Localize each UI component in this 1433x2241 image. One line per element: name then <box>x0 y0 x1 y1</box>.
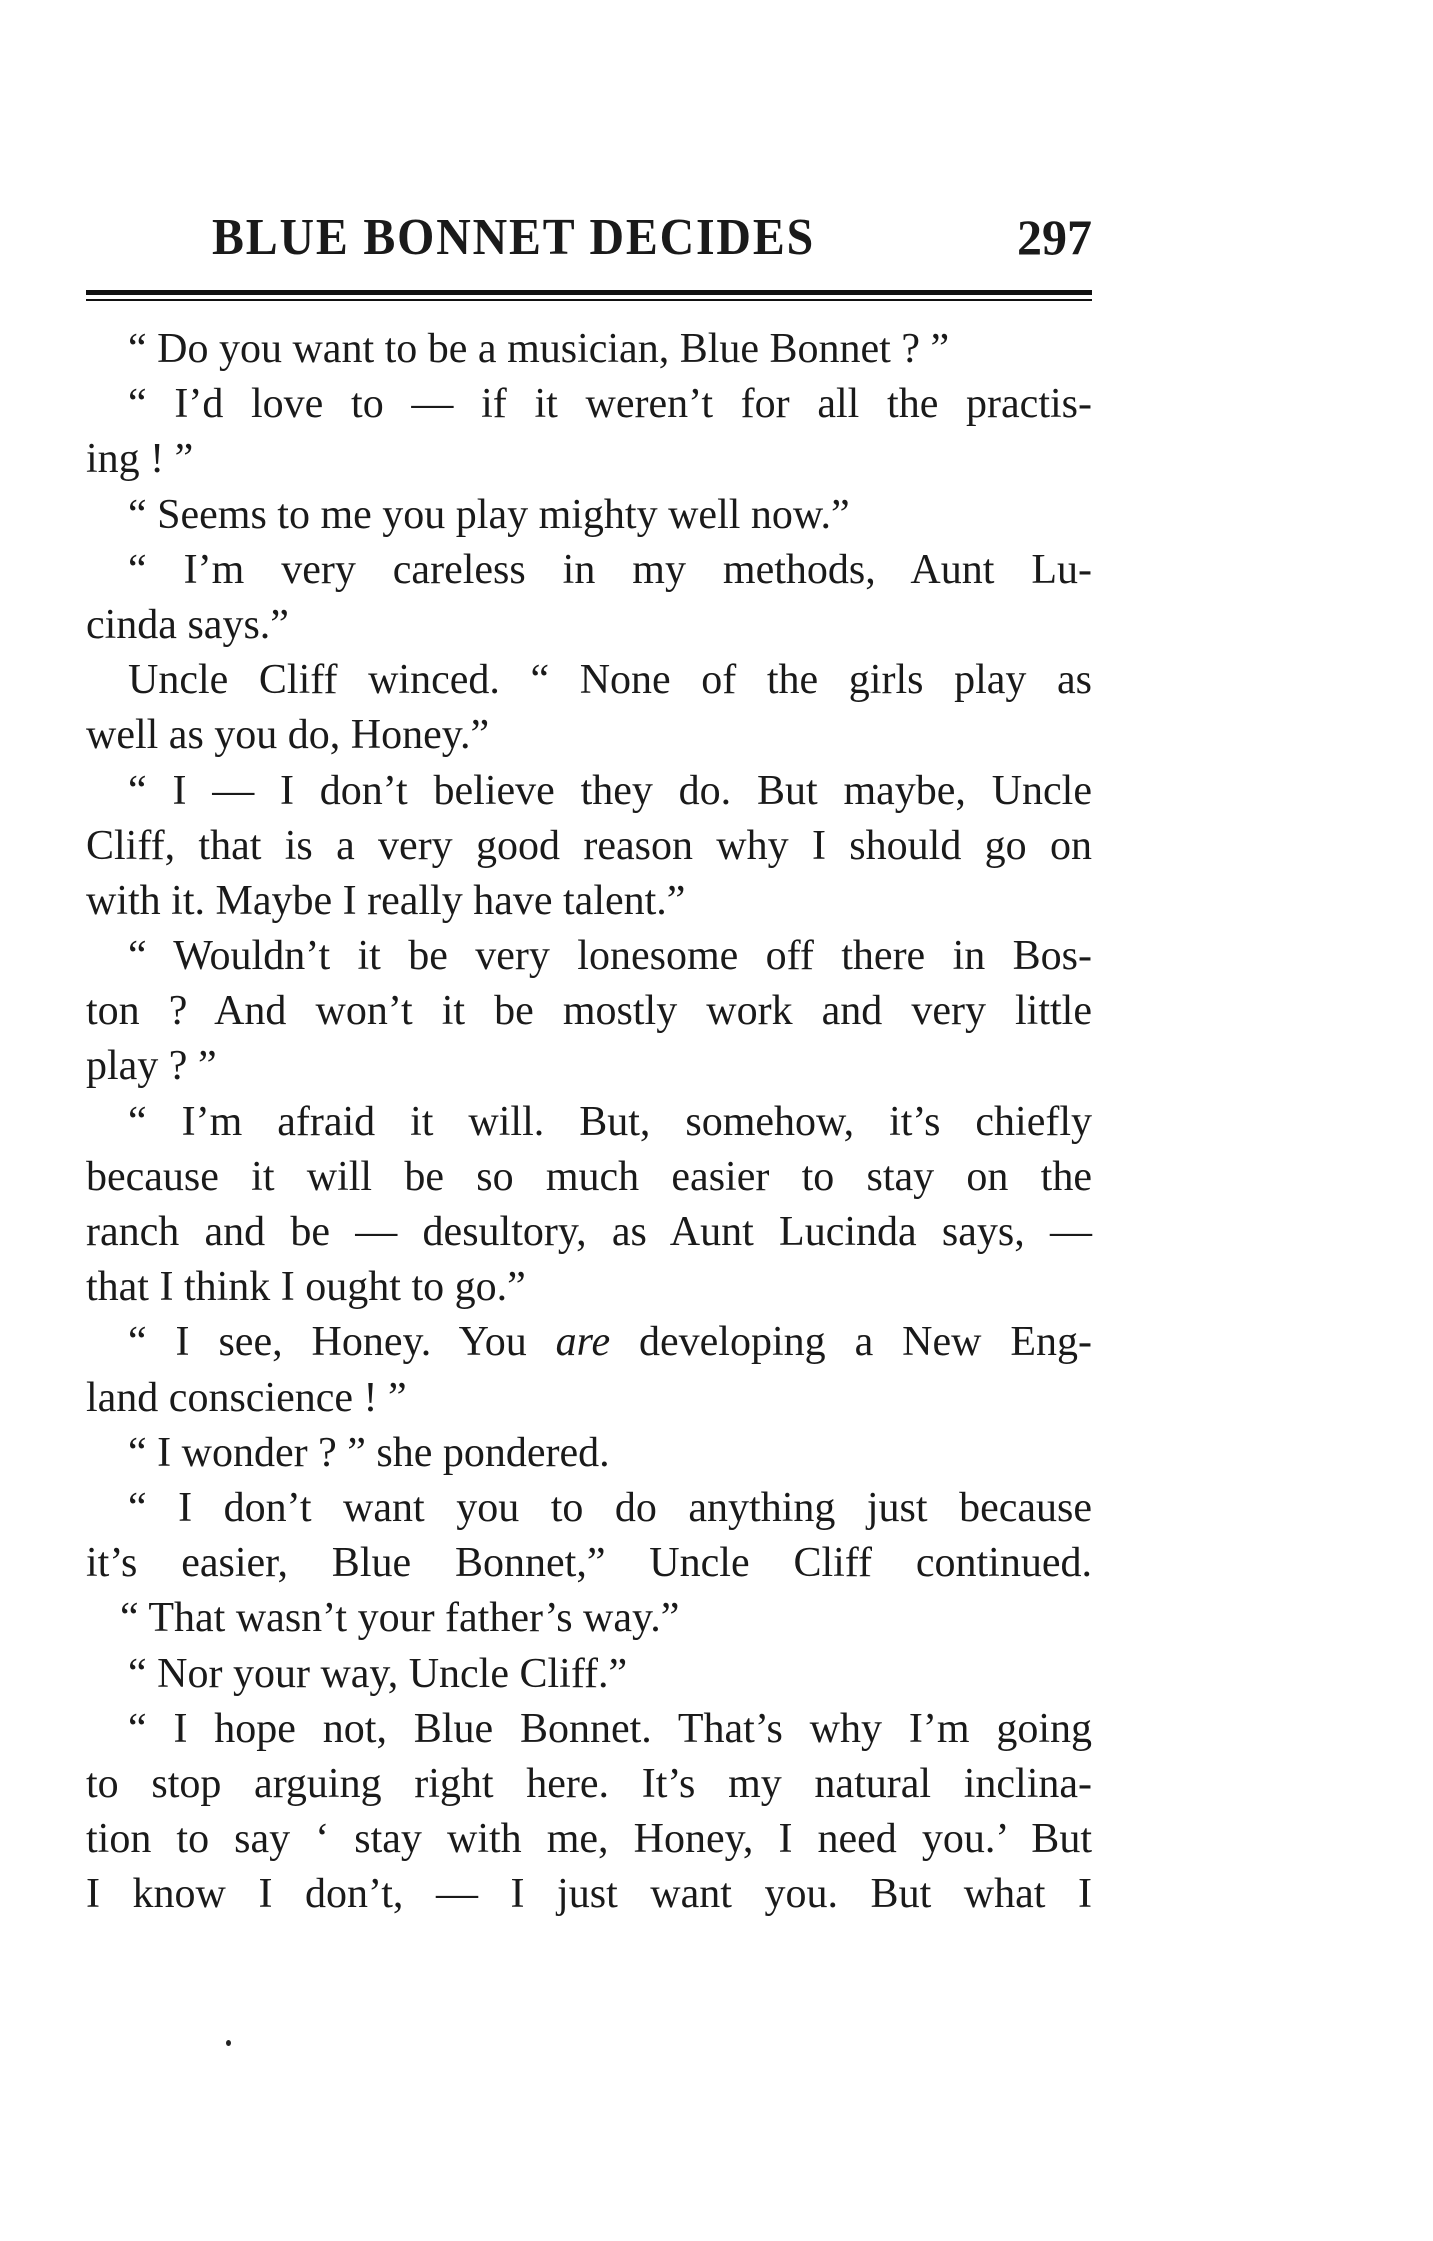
text-line: “ I wonder ? ” she pondered. <box>128 1429 610 1476</box>
text-line: it’s easier, Blue Bonnet,” Uncle Cliff continued. <box>86 1540 1092 1587</box>
text-line: “ I’m afraid it will. But, somehow, it’s chiefly <box>128 1098 1092 1145</box>
text-line: “ I hope not, Blue Bonnet. That’s why I’m going <box>128 1705 1092 1752</box>
text-line: “ I’d love to — if it weren’t for all the practis- <box>128 381 1092 428</box>
text-line: cinda says.” <box>86 601 289 648</box>
text-line: land conscience ! ” <box>86 1374 407 1421</box>
running-title: BLUE BONNET DECIDES <box>212 209 816 266</box>
text-line: “ That wasn’t your father’s way.” <box>120 1595 680 1642</box>
text-line: ton ? And won’t it be mostly work and very little <box>86 988 1092 1035</box>
text-line: “ I don’t want you to do anything just because <box>128 1484 1092 1531</box>
text-line: “ I see, Honey. You are developing a New Eng- <box>128 1319 1092 1366</box>
text-line: to stop arguing right here. It’s my natural inclina- <box>86 1760 1092 1807</box>
text-line: that I think I ought to go.” <box>86 1264 526 1311</box>
page-header <box>86 208 1092 278</box>
text-line: I know I don’t, — I just want you. But what I <box>86 1871 1092 1918</box>
text-line: with it. Maybe I really have talent.” <box>86 877 686 924</box>
text-line: tion to say ‘ stay with me, Honey, I need you.’ But <box>86 1816 1092 1863</box>
text-line: ranch and be — desultory, as Aunt Lucinda says, — <box>86 1209 1092 1255</box>
header-rule-thick <box>86 290 1092 295</box>
text-line: “ I’m very careless in my methods, Aunt Lu- <box>128 546 1092 593</box>
body-text <box>86 322 1092 1922</box>
text-line: “ Do you want to be a musician, Blue Bonnet ? ” <box>128 326 950 372</box>
text-line: “ I — I don’t believe they do. But maybe, Uncle <box>128 767 1092 814</box>
text-line: because it will be so much easier to stay on the <box>86 1153 1092 1200</box>
text-line: “ Seems to me you play mighty well now.” <box>128 491 850 538</box>
text-line: Cliff, that is a very good reason why I should go on <box>86 822 1092 869</box>
text-line: well as you do, Honey.” <box>86 712 490 759</box>
page-number: 297 <box>1017 209 1092 265</box>
emphasis-word: are <box>555 1319 611 1366</box>
text-line: ing ! ” <box>86 436 194 483</box>
print-speck <box>226 2040 231 2046</box>
text-line: “ Nor your way, Uncle Cliff.” <box>128 1650 628 1697</box>
text-line: Uncle Cliff winced. “ None of the girls play as <box>128 657 1092 704</box>
header-rule-thin <box>86 299 1092 301</box>
text-line: “ Wouldn’t it be very lonesome off there in Bos- <box>128 933 1092 980</box>
text-line: play ? ” <box>86 1043 217 1090</box>
